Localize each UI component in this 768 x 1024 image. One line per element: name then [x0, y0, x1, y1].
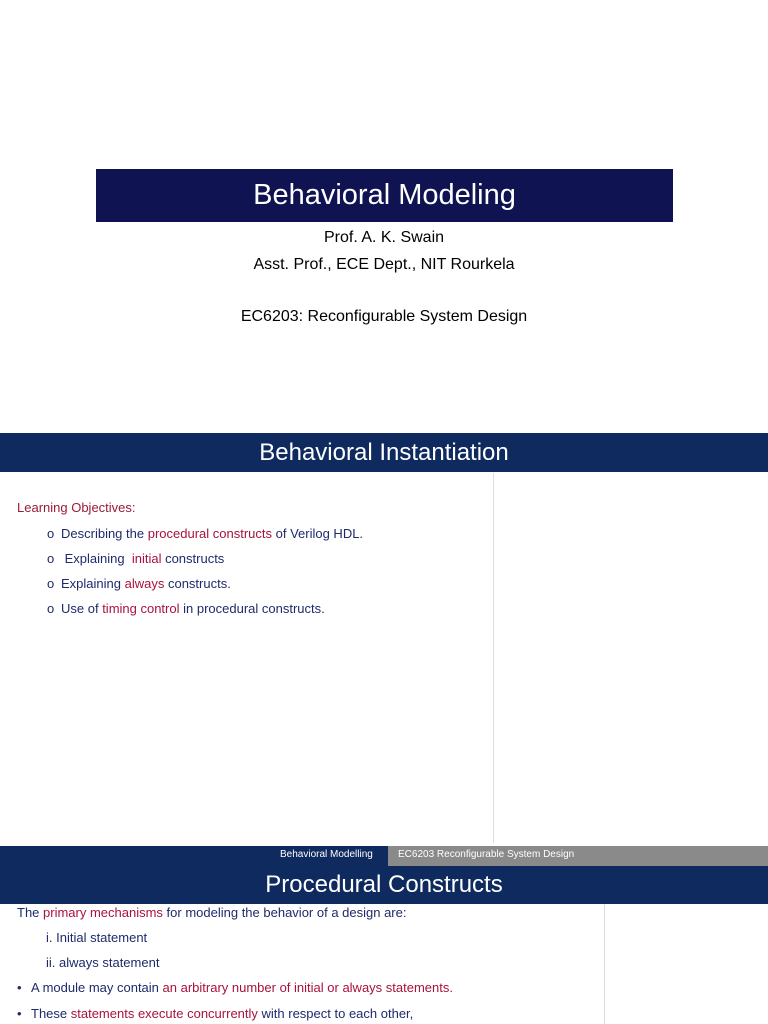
list-item-always: ii. always statement [46, 955, 160, 970]
course-name: EC6203: Reconfigurable System Design [240, 308, 528, 325]
slide3-title: Procedural Constructs [265, 871, 503, 898]
footer-topic: Behavioral Modelling [280, 849, 373, 860]
circle-bullet-icon: o [47, 576, 55, 591]
intro-text: The primary mechanisms for modeling the behavior of a design are: [17, 905, 407, 920]
bullet-item: • A module may contain an arbitrary number of initial or always statements. [17, 980, 453, 995]
bullet-dot-icon: • [17, 980, 22, 995]
learning-objectives-heading: Learning Objectives: [17, 500, 136, 515]
slide2-divider [493, 473, 494, 843]
footer-course: EC6203 Reconfigurable System Design [398, 849, 575, 860]
list-item-initial: i. Initial statement [46, 930, 148, 945]
circle-bullet-icon: o [47, 601, 55, 616]
objective-item: o Explaining initial constructs [47, 551, 225, 566]
objective-item: o Use of timing control in procedural constructs. [47, 601, 325, 616]
bullet-item: • These statements execute concurrently with respect to each other, [17, 1006, 414, 1021]
circle-bullet-icon: o [47, 526, 55, 541]
circle-bullet-icon: o [47, 551, 55, 566]
bullet-dot-icon: • [17, 1006, 22, 1021]
slide1-title: Behavioral Modeling [253, 179, 516, 211]
objective-item: o Explaining always constructs. [47, 576, 231, 591]
slide2-title: Behavioral Instantiation [259, 438, 509, 466]
objective-item: o Describing the procedural constructs of Verilog HDL. [47, 526, 364, 541]
author-affiliation: Asst. Prof., ECE Dept., NIT Rourkela [253, 256, 515, 273]
slide3-divider [604, 904, 605, 1024]
slide1-title-bar [96, 169, 673, 222]
author-name: Prof. A. K. Swain [323, 229, 445, 246]
slide2-title-banner [0, 433, 768, 472]
slide3-title-banner [0, 866, 768, 904]
